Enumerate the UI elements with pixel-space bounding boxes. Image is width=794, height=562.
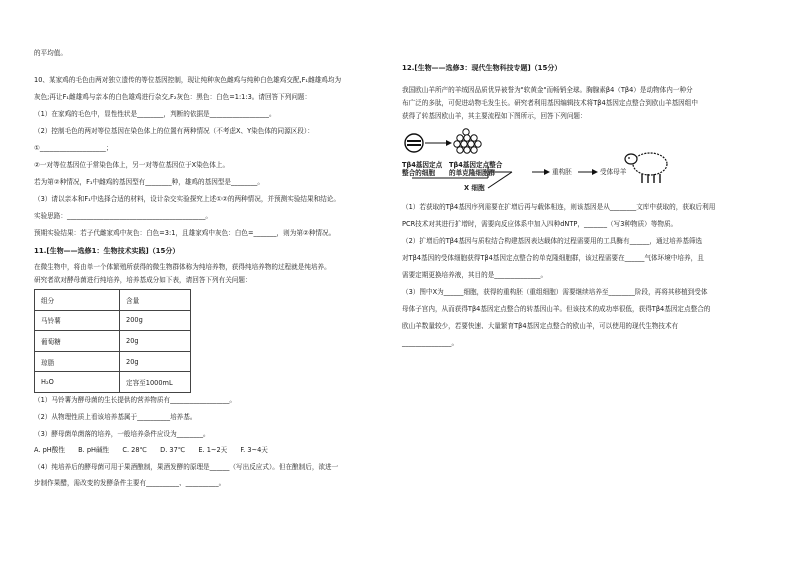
q12-sub-3b: 母体子宫内，从而获得Tβ4基因定点整合的转基因山羊。但该技术的成功率很低，获得Tβ4基因定点整合的 (402, 305, 711, 313)
q12-intro-2: 布广泛的多肽，可促进动物毛发生长。研究者利用基因编辑技术将Tβ4基因定点整合到欧山羊基因组中 (402, 99, 698, 107)
arrow-head (544, 169, 550, 175)
q10-line-10: 预期实验结果：若子代雌家鸡中灰色：白色=3:1，且雄家鸡中灰色：白色=_______，则为第②种情况。 (34, 229, 336, 237)
q11-options: A. pH酸性 B. pH碱性 C. 28℃ D. 37℃ E. 1~2天 F. 3~4天 (34, 446, 268, 454)
cell-cluster-icon (454, 129, 481, 153)
q12-sub-3d: _______________。 (402, 339, 459, 347)
q10-line-7: 若为第②种情况，F₁中雌鸡的基因型有________种，雄鸡的基因型是________。 (34, 178, 264, 186)
table-row (35, 310, 191, 331)
table-cell: 20g (120, 351, 191, 372)
q11-sub-1: （1）马铃薯为酵母菌的生长提供的营养物质有__________________。 (34, 396, 237, 404)
label-cell: Tβ4基因定点 整合的细胞 (402, 161, 443, 177)
q11-sub-3: （3）酵母菌单菌落的培养，一般培养条件应设为________。 (34, 430, 210, 438)
table-row (35, 351, 191, 372)
q10-line-5: ①____________________； (34, 144, 113, 152)
arrow-head (446, 140, 452, 146)
q12-sub-3: （3）图中X为______细胞，获得的重构胚（重组细胞）需要继续培养至________阶段，再将其移植到受体 (402, 288, 708, 296)
q12-sub-2: （2）扩增后的Tβ4基因与质粒结合构建基因表达载体的过程需要用的工具酶有______，通过培养基筛选 (402, 237, 703, 245)
label-embryo: 重构胚 (552, 168, 572, 176)
label-mother: 受体母羊 (600, 168, 627, 176)
table-cell: 琼脂 (35, 351, 120, 372)
flow-diagram (402, 128, 768, 194)
table-cell: 葡萄糖 (35, 331, 120, 352)
q11-line-2: 研究者欲对酵母菌进行纯培养，培养基成分如下表，请回答下列有关问题： (34, 276, 252, 284)
q12-intro-1: 我国欧山羊所产的羊绒因品质优异被誉为"软黄金"而畅销全球。胸腺素β4（Tβ4）是动物体内一种分 (402, 86, 693, 94)
table-cell: 200g (120, 310, 191, 331)
table-row (35, 331, 191, 352)
q12-sub-2b: 对Tβ4基因的受体细胞获得Tβ4基因定点整合的单克隆细胞群，该过程需要在______气体环境中培养，且 (402, 254, 704, 262)
q12-sub-1b: PCR技术对其进行扩增时，需要向反应体系中加入四种dNTP，_______（写3种物质）等物质。 (402, 220, 678, 228)
table-cell: 20g (120, 331, 191, 352)
table-header-row (35, 290, 191, 311)
q10-line-3: （1）在家鸡的毛色中，显性性状是________，判断的依据是__________________。 (34, 110, 276, 118)
medium-table (34, 289, 191, 393)
table-cell: 马铃薯 (35, 310, 120, 331)
table-header: 含量 (120, 290, 191, 311)
q12-sub-2c: 需要定期更换培养液，其目的是______________。 (402, 271, 548, 279)
q12-sub-1: （1）若获取的Tβ4基因序列需要在扩增后再与载体相连，则该基因是从________文库中获取的，获取后利用 (402, 203, 716, 211)
q10-line-6: ②一对等位基因位于常染色体上，另一对等位基因位于X染色体上。 (34, 161, 230, 169)
q10-line-8: （3）请以亲本和F₁中选择合适的材料，设计杂交实验探究上述①②的两种情况，并预测实验结果和结论。 (34, 195, 340, 203)
table-cell: H₂O (35, 372, 120, 393)
text-line: 的平均值。 (34, 49, 67, 57)
table-cell: 定容至1000mL (120, 372, 191, 393)
q10-line-2: 灰色;再让F₁雌雄鸡与亲本的白色雄鸡进行杂交,F₂灰色：黑色：白色=1:1:3。请回答下列问题： (34, 93, 312, 101)
q12-intro-3: 获得了转基因欧山羊，其主要流程如下图所示，回答下列问题： (402, 112, 587, 120)
q10-line-4: （2）控制毛色的两对等位基因在染色体上的位置有两种情况（不考虑X、Y染色体的同源区段）： (34, 127, 314, 135)
sheep-icon (625, 153, 667, 183)
q11-sub-2: （2）从物理性质上看该培养基属于__________培养基。 (34, 413, 197, 421)
section-11-title: 11.[生物——选修1：生物技术实践]（15分） (34, 247, 180, 255)
q11-sub-4: （4）纯培养后的酵母菌可用于果酒酿制，果酒发酵的原理是______（写出反应式）。但在酿制后，欲进一 (34, 463, 339, 471)
label-x-cell: X 细胞 (464, 184, 485, 192)
table-header: 组分 (35, 290, 120, 311)
arrow-head (592, 169, 598, 175)
q10-line-1: 10、某家鸡的毛色由两对独立遗传的等位基因控制，现让纯种灰色雌鸡与纯种白色雄鸡交配,F₁雌雄鸡均为 (34, 76, 342, 84)
q11-line-1: 在微生物中，将由单一个体繁殖所获得的微生物群体称为纯培养物，获得纯培养物的过程就是纯培养。 (34, 263, 331, 271)
table-row (35, 372, 191, 393)
section-12-title: 12.[生物——选修3：现代生物科技专题]（15分） (402, 64, 562, 72)
q10-line-9: 实验思路：__________________________________________。 (34, 212, 213, 220)
q11-sub-4b: 步制作果醋，需改变的发酵条件主要有__________、__________。 (34, 479, 226, 487)
q12-sub-3c: 欧山羊数量较少，若要快速、大量繁育Tβ4基因定点整合的欧山羊，可以使用的现代生物技术有 (402, 322, 679, 330)
label-clone: Tβ4基因定点整合 的单克隆细胞群 (449, 161, 503, 177)
cell-icon (405, 134, 423, 152)
